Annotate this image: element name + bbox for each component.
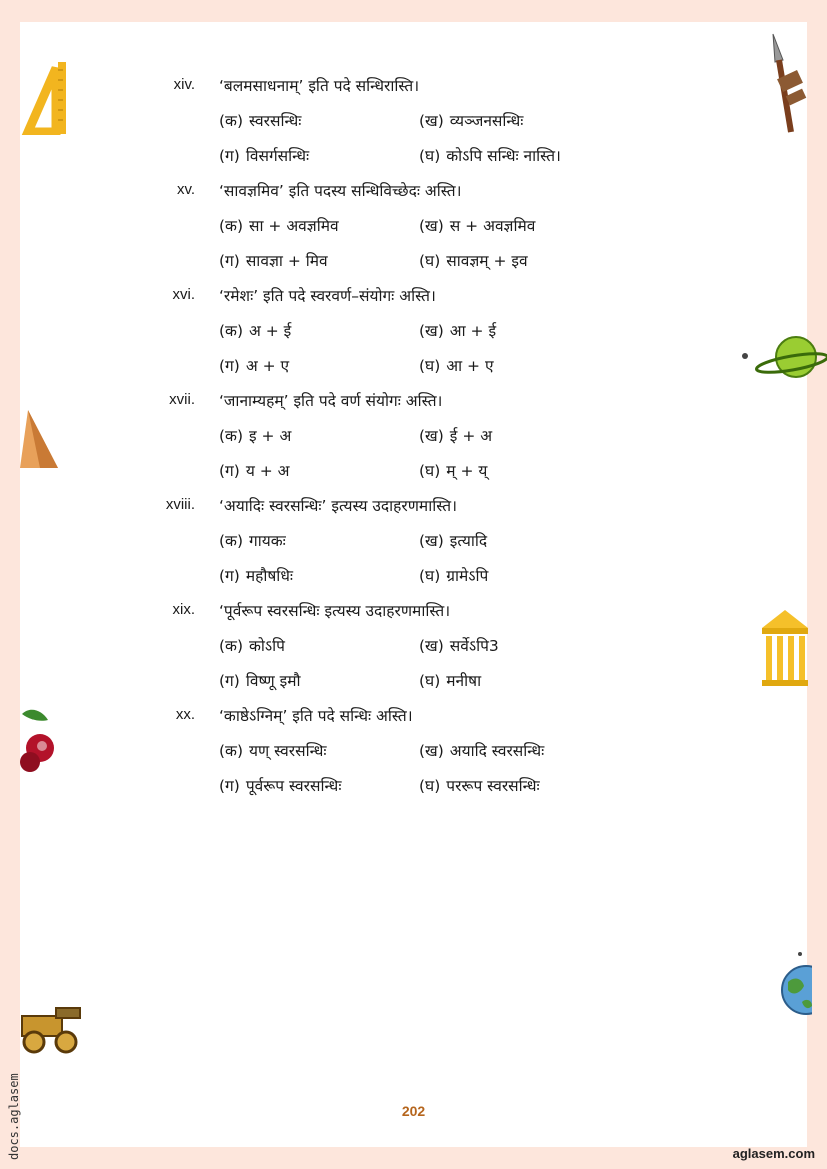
fruit-icon xyxy=(20,706,60,778)
answer-option xyxy=(219,144,309,166)
option-label: (घ) xyxy=(419,672,441,690)
cannon-icon xyxy=(20,1002,84,1056)
option-label: (ख) xyxy=(419,112,444,130)
temple-icon xyxy=(760,608,810,688)
brand-label: aglasem.com xyxy=(732,1146,815,1161)
option-label: (क) xyxy=(219,532,243,550)
answer-option xyxy=(419,424,492,446)
option-label: (क) xyxy=(219,427,243,445)
answer-option xyxy=(219,249,328,271)
option-label: (ग) xyxy=(219,777,240,795)
option-text: विसर्गसन्धिः xyxy=(245,147,310,165)
answer-option xyxy=(219,214,339,236)
answer-option xyxy=(219,669,300,691)
option-label: (ख) xyxy=(419,427,444,445)
answer-option xyxy=(419,529,487,551)
question-text: ‘सावज्ञमिव’ इति पदस्य सन्धिविच्छेदः अस्ति। xyxy=(219,182,462,200)
option-text: सर्वेऽपि3 xyxy=(449,637,499,655)
option-text: सावज्ञम् + इव xyxy=(446,252,528,270)
side-watermark: docs.aglasem xyxy=(7,1073,21,1160)
question-text: ‘बलमसाधनाम्’ इति पदे सन्धिरास्ति। xyxy=(219,77,420,95)
option-label: (ख) xyxy=(419,217,444,235)
question-number: xvi. xyxy=(172,286,195,303)
option-text: ई + अ xyxy=(449,427,493,445)
option-text: म् + य् xyxy=(446,462,488,480)
option-label: (घ) xyxy=(419,357,441,375)
answer-option xyxy=(219,319,291,341)
option-label: (ग) xyxy=(219,357,240,375)
option-text: कोऽपि सन्धिः नास्ति। xyxy=(446,147,561,165)
answer-option xyxy=(219,459,290,481)
option-label: (ग) xyxy=(219,567,240,585)
answer-option xyxy=(219,109,301,131)
option-text: पूर्वरूप स्वरसन्धिः xyxy=(245,777,342,795)
answer-option xyxy=(419,144,561,166)
answer-option xyxy=(419,319,496,341)
globe-icon xyxy=(778,948,812,1018)
option-text: विष्णू इमौ xyxy=(245,672,301,690)
option-text: यण् स्वरसन्धिः xyxy=(249,742,327,760)
question-number: xiv. xyxy=(173,76,195,93)
answer-option xyxy=(219,424,291,446)
answer-option xyxy=(219,739,327,761)
option-label: (घ) xyxy=(419,252,441,270)
answer-option xyxy=(419,109,523,131)
question-number: xviii. xyxy=(165,496,195,513)
option-text: पररूप स्वरसन्धिः xyxy=(446,777,540,795)
answer-option xyxy=(219,529,286,551)
option-text: स + अवज्ञमिव xyxy=(449,217,536,235)
question-number: xv. xyxy=(176,181,195,198)
option-label: (ग) xyxy=(219,252,240,270)
option-text: य + अ xyxy=(245,462,290,480)
answer-option xyxy=(219,634,285,656)
option-text: मनीषा xyxy=(446,672,482,690)
option-text: अयादि स्वरसन्धिः xyxy=(449,742,545,760)
answer-option xyxy=(219,354,289,376)
answer-option xyxy=(419,669,481,691)
option-text: इत्यादि xyxy=(449,532,488,550)
option-text: सा + अवज्ञमिव xyxy=(249,217,339,235)
question-number: xix. xyxy=(172,601,195,618)
option-label: (ख) xyxy=(419,637,444,655)
option-text: महौषधिः xyxy=(245,567,293,585)
answer-option xyxy=(419,564,488,586)
option-label: (घ) xyxy=(419,777,441,795)
question-text: ‘रमेशः’ इति पदे स्वरवर्ण–संयोगः अस्ति। xyxy=(219,287,436,305)
option-label: (ग) xyxy=(219,462,240,480)
answer-option xyxy=(219,564,293,586)
question-number: xx. xyxy=(175,706,195,723)
question-number: xvii. xyxy=(169,391,195,408)
question-text: ‘जानाम्यहम्’ इति पदे वर्ण संयोगः अस्ति। xyxy=(219,392,443,410)
option-label: (घ) xyxy=(419,567,441,585)
option-label: (क) xyxy=(219,322,243,340)
option-text: ग्रामेऽपि xyxy=(446,567,489,585)
option-label: (क) xyxy=(219,217,243,235)
answer-option xyxy=(419,634,499,656)
option-label: (घ) xyxy=(419,462,441,480)
question-text: ‘अयादिः स्वरसन्धिः’ इत्यस्य उदाहरणमास्ति। xyxy=(219,497,457,515)
option-text: कोऽपि xyxy=(249,637,285,655)
spear-icon xyxy=(765,32,813,136)
option-label: (ग) xyxy=(219,147,240,165)
option-label: (क) xyxy=(219,637,243,655)
option-label: (ग) xyxy=(219,672,240,690)
option-text: अ + ई xyxy=(249,322,292,340)
answer-option xyxy=(419,739,544,761)
option-text: स्वरसन्धिः xyxy=(249,112,302,130)
option-text: व्यञ्जनसन्धिः xyxy=(449,112,524,130)
option-text: गायकः xyxy=(249,532,286,550)
answer-option xyxy=(219,774,341,796)
answer-option xyxy=(419,214,535,236)
question-text: ‘काष्ठेऽग्निम्’ इति पदे सन्धिः अस्ति। xyxy=(219,707,413,725)
option-text: अ + ए xyxy=(245,357,290,375)
answer-option xyxy=(419,354,494,376)
page-number: 202 xyxy=(401,1103,426,1119)
answer-option xyxy=(419,774,540,796)
option-text: इ + अ xyxy=(249,427,292,445)
ruler-icon xyxy=(20,60,68,135)
option-label: (ख) xyxy=(419,532,444,550)
option-label: (क) xyxy=(219,112,243,130)
planet-icon xyxy=(740,335,827,383)
pyramid-icon xyxy=(20,408,60,470)
option-label: (घ) xyxy=(419,147,441,165)
question-text: ‘पूर्वरूप स्वरसन्धिः इत्यस्य उदाहरणमास्ति। xyxy=(219,602,451,620)
option-text: आ + ए xyxy=(446,357,494,375)
option-text: सावज्ञा + मिव xyxy=(245,252,328,270)
option-text: आ + ई xyxy=(449,322,497,340)
option-label: (ख) xyxy=(419,322,444,340)
answer-option xyxy=(419,459,487,481)
answer-option xyxy=(419,249,528,271)
option-label: (ख) xyxy=(419,742,444,760)
option-label: (क) xyxy=(219,742,243,760)
